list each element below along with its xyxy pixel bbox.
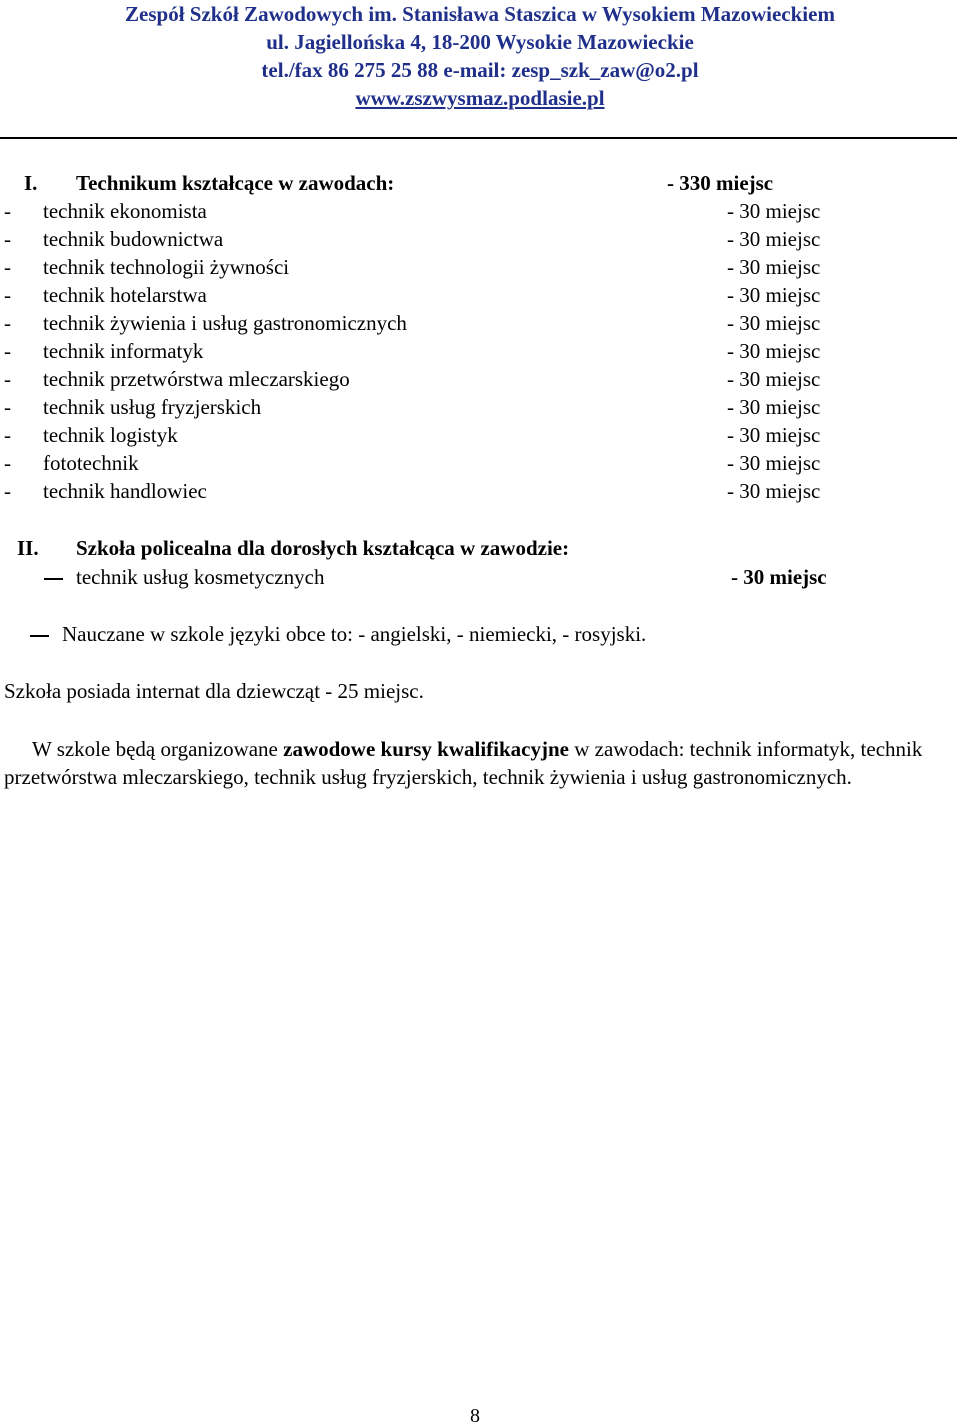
courses-highlight: zawodowe kursy kwalifikacyjne <box>283 737 569 761</box>
header-website-link[interactable]: www.zszwysmaz.podlasie.pl <box>355 86 605 110</box>
list-item: - technik handlowiec - 30 miejsc <box>4 479 821 503</box>
section1-title: Technikum kształcące w zawodach: <box>76 171 395 195</box>
header-contact: tel./fax 86 275 25 88 e-mail: zesp_szk_zaw@o2.pl <box>261 58 699 82</box>
header-school-name: Zespół Szkół Zawodowych im. Stanisława Staszica w Wysokiem Mazowieckiem <box>125 2 835 26</box>
list-item: - technik budownictwa - 30 miejsc <box>4 227 821 251</box>
section2-item-name: technik usług kosmetycznych <box>76 565 325 589</box>
list-bullet-icon <box>30 635 49 637</box>
section1-seats: - 330 miejsc <box>667 171 774 195</box>
list-item: - technik usług fryzjerskich - 30 miejsc <box>4 395 821 419</box>
section2-item-seats: - 30 miejsc <box>731 565 827 589</box>
list-item: - fototechnik - 30 miejsc <box>4 451 821 475</box>
dormitory-note: Szkoła posiada internat dla dziewcząt - 25 miejsc. <box>4 679 424 703</box>
section1-number: I. <box>24 171 38 195</box>
header-divider <box>0 137 957 139</box>
list-item: - technik technologii żywności - 30 miejsc <box>4 255 821 279</box>
list-item: - technik ekonomista - 30 miejsc <box>4 199 821 223</box>
list-item: - technik hotelarstwa - 30 miejsc <box>4 283 821 307</box>
list-item: - technik żywienia i usług gastronomicznych - 30 miejsc <box>4 311 821 335</box>
section2-number: II. <box>17 536 39 560</box>
list-item: - technik informatyk - 30 miejsc <box>4 339 821 363</box>
header-address: ul. Jagiellońska 4, 18-200 Wysokie Mazowieckie <box>266 30 694 54</box>
languages-note: Nauczane w szkole języki obce to: - angielski, - niemiecki, - rosyjski. <box>62 622 647 646</box>
courses-paragraph: W szkole będą organizowane zawodowe kursy kwalifikacyjne w zawodach: technik informatyk, technik przetwórstwa mleczarskiego, technik usług fryzjerskich, technik żywienia i usług gastronomicznych. <box>4 737 923 789</box>
page-number: 8 <box>470 1405 480 1427</box>
list-bullet-icon <box>44 578 63 580</box>
list-item: - technik przetwórstwa mleczarskiego - 30 miejsc <box>4 367 821 391</box>
section2-title: Szkoła policealna dla dorosłych kształcąca w zawodzie: <box>76 536 570 560</box>
list-item: - technik logistyk - 30 miejsc <box>4 423 821 447</box>
